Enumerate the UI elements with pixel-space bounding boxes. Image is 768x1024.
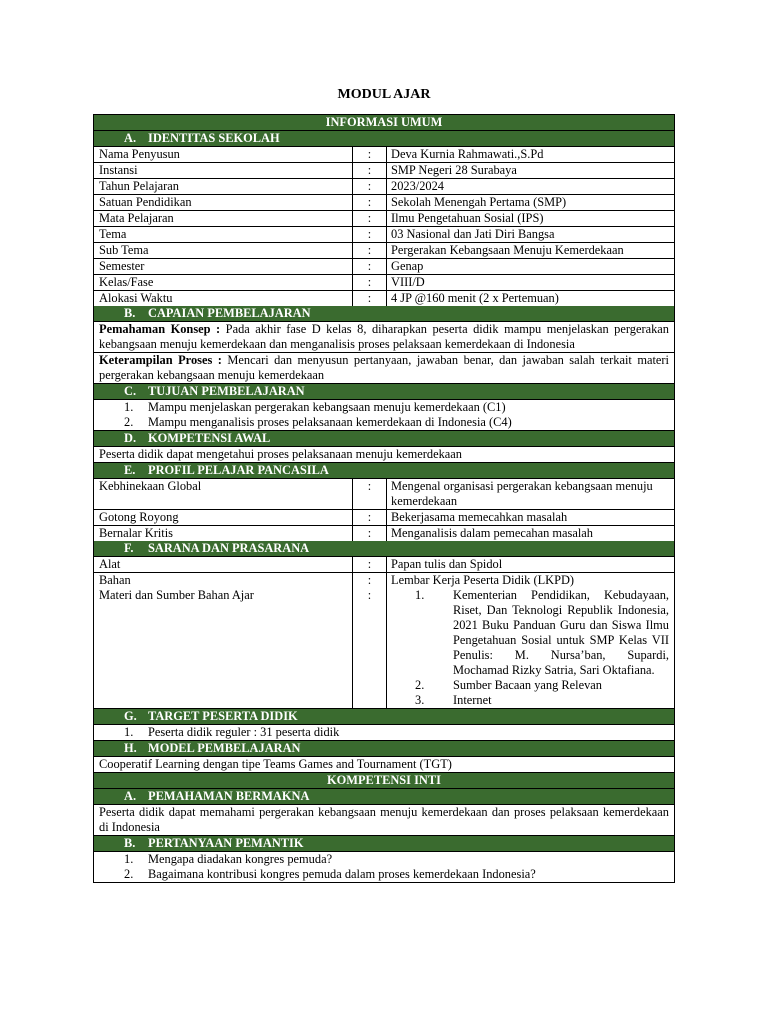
row-label: Semester [94,259,353,274]
row-label: Kebhinekaan Global [94,479,353,509]
source-number: 3. [415,693,425,707]
row-separator: : [353,243,387,258]
source-text: Kementerian Pendidikan, Kebudayaan, Riset, Dan Teknologi Republik Indonesia, 2021 Buku Panduan Guru dan Siswa Ilmu Pengetahuan Sosial untuk SMP Kelas VII Penulis: M. Nursa’ban, Supardi, Mochamad Rizky Satria, Sari Oktafiana. [453,588,669,677]
section-profil-pelajar [94,463,674,479]
header-kompetensi-inti: KOMPETENSI INTI [94,773,674,789]
pertanyaan-list [94,852,674,882]
model-text: Cooperatif Learning dengan tipe Teams Games and Tournament (TGT) [94,757,674,773]
kompetensi-awal-text: Peserta didik dapat mengetahui proses pelaksanaan menuju kemerdekaan [94,447,674,463]
table-row [94,526,674,541]
section-letter: H. [124,741,137,755]
table-row [94,259,674,275]
target-list-wrap [94,725,674,741]
section-letter: F. [124,541,134,555]
row-separator: : [353,479,387,509]
table-row [94,195,674,211]
list-text: Mampu menganalisis proses pelaksanaan kemerdekaan di Indonesia (C4) [148,415,512,429]
row-separator: : [353,510,387,525]
section-identitas-sekolah [94,131,674,147]
source-text: Sumber Bacaan yang Relevan [453,678,602,692]
row-separator: : [353,259,387,274]
list-number: 1. [124,852,134,866]
profil-rows [94,479,674,541]
table-row [94,557,674,573]
section-letter: C. [124,384,137,398]
row-value: Sekolah Menengah Pertama (SMP) [391,195,567,209]
list-number: 1. [124,400,134,414]
row-separator: : [353,526,387,541]
row-value: 2023/2024 [391,179,445,193]
materi-list [387,588,669,708]
materi-sep: : [353,588,387,708]
section-title: PEMAHAMAN BERMAKNA [148,789,310,803]
list-item [94,400,674,415]
proses-text: Mencari dan menyusun pertanyaan, jawaban benar, dan jawaban salah terkait materi pergerakan kebangsaan menuju kemerdekaan [99,353,669,382]
row-separator: : [353,557,387,572]
section-model-pembelajaran [94,741,674,757]
section-letter: A. [124,131,137,145]
row-separator: : [353,179,387,194]
document-title: MODUL AJAR [337,87,431,102]
section-letter: B. [124,306,136,320]
table-row [94,275,674,291]
row-value: Menganalisis dalam pemecahan masalah [391,526,593,540]
row-label: Mata Pelajaran [94,211,353,226]
row-label: Tema [94,227,353,242]
row-value: Bekerjasama memecahkan masalah [391,510,568,524]
section-target-peserta [94,709,674,725]
capaian-proses [94,353,674,384]
row-label: Alat [94,557,353,572]
source-number: 2. [415,678,425,692]
list-item [94,415,674,430]
table-row [94,479,674,510]
section-title: CAPAIAN PEMBELAJARAN [148,306,311,320]
section-letter: G. [124,709,137,723]
section-letter: D. [124,431,137,445]
table-row [94,147,674,163]
row-label: Gotong Royong [94,510,353,525]
row-label: Tahun Pelajaran [94,179,353,194]
list-number: 2. [124,867,134,881]
konsep-label: Pemahaman Konsep : [99,322,221,336]
row-separator: : [353,147,387,162]
list-text: Peserta didik reguler : 31 peserta didik [148,725,340,739]
section-title: TARGET PESERTA DIDIK [148,709,298,723]
section-title: MODEL PEMBELAJARAN [148,741,301,755]
materi-label: Materi dan Sumber Bahan Ajar [94,588,353,708]
row-value: VIII/D [391,275,425,289]
row-separator: : [353,227,387,242]
section-pemahaman-bermakna [94,789,674,805]
table-row [94,510,674,526]
list-text: Bagaimana kontribusi kongres pemuda dalam proses kemerdekaan Indonesia? [148,867,536,881]
section-title: PERTANYAAN PEMANTIK [148,836,304,850]
list-number: 2. [124,415,134,429]
header-informasi-umum: INFORMASI UMUM [94,115,674,131]
row-value: Lembar Kerja Peserta Didik (LKPD) [391,573,575,587]
list-text: Mengapa diadakan kongres pemuda? [148,852,333,866]
table-row [94,243,674,259]
section-title: KOMPETENSI AWAL [148,431,271,445]
row-value: 03 Nasional dan Jati Diri Bangsa [391,227,555,241]
row-label: Kelas/Fase [94,275,353,290]
row-separator: : [353,291,387,306]
row-separator: : [353,275,387,290]
row-value: Papan tulis dan Spidol [391,557,503,571]
pertanyaan-list-wrap [94,852,674,882]
source-item [387,693,669,708]
row-separator: : [353,211,387,226]
tujuan-list-wrap [94,400,674,431]
source-item [387,678,669,693]
section-letter: B. [124,836,136,850]
section-title: SARANA DAN PRASARANA [148,541,310,555]
pemahaman-text: Peserta didik dapat memahami pergerakan kebangsaan menuju kemerdekaan dan proses pelaksaan kemerdekaan di Indonesia [94,805,674,836]
table-row [94,211,674,227]
row-separator: : [353,163,387,178]
row-label: Sub Tema [94,243,353,258]
table-row [94,179,674,195]
section-title: TUJUAN PEMBELAJARAN [148,384,305,398]
source-text: Internet [453,693,492,707]
list-number: 1. [124,725,134,739]
row-separator: : [353,195,387,210]
table-row [94,163,674,179]
section-sarana-prasarana [94,541,674,557]
row-label: Instansi [94,163,353,178]
materi-row [94,588,674,709]
section-pertanyaan-pemantik [94,836,674,852]
section-letter: A. [124,789,137,803]
list-item [94,867,674,882]
section-kompetensi-awal [94,431,674,447]
row-value: 4 JP @160 menit (2 x Pertemuan) [391,291,559,305]
row-label: Bahan [94,573,353,588]
row-value: Genap [391,259,424,273]
section-title: IDENTITAS SEKOLAH [148,131,280,145]
section-title: PROFIL PELAJAR PANCASILA [148,463,329,477]
target-list [94,725,674,740]
row-value: Pergerakan Kebangsaan Menuju Kemerdekaan [391,243,624,257]
section-tujuan-pembelajaran [94,384,674,400]
table-row [94,291,674,306]
proses-label: Keterampilan Proses : [99,353,222,367]
section-letter: E. [124,463,136,477]
tujuan-list [94,400,674,430]
row-value: Ilmu Pengetahuan Sosial (IPS) [391,211,544,225]
list-text: Mampu menjelaskan pergerakan kebangsaan menuju kemerdekaan (C1) [148,400,506,414]
row-label: Satuan Pendidikan [94,195,353,210]
row-value: Mengenal organisasi pergerakan kebangsaan menuju kemerdekaan [391,479,653,508]
row-label: Nama Penyusun [94,147,353,162]
list-item [94,852,674,867]
section-capaian-pembelajaran [94,306,674,322]
source-item [387,588,669,678]
row-label: Bernalar Kritis [94,526,353,541]
table-row [94,573,674,588]
table-row [94,227,674,243]
konsep-text: Pada akhir fase D kelas 8, diharapkan peserta didik mampu menjelaskan pergerakan kebangsaan menuju kemerdekaan dan menganalisis proses pelaksaan kemerdekaan di Indonesia [99,322,669,351]
row-value: Deva Kurnia Rahmawati.,S.Pd [391,147,544,161]
list-item [94,725,674,740]
source-number: 1. [415,588,425,602]
row-separator: : [353,573,387,588]
capaian-konsep [94,322,674,353]
modul-table [93,114,675,883]
sarana-rows [94,557,674,588]
materi-value [387,588,674,708]
row-value: SMP Negeri 28 Surabaya [391,163,517,177]
row-label: Alokasi Waktu [94,291,353,306]
identitas-rows [94,147,674,306]
